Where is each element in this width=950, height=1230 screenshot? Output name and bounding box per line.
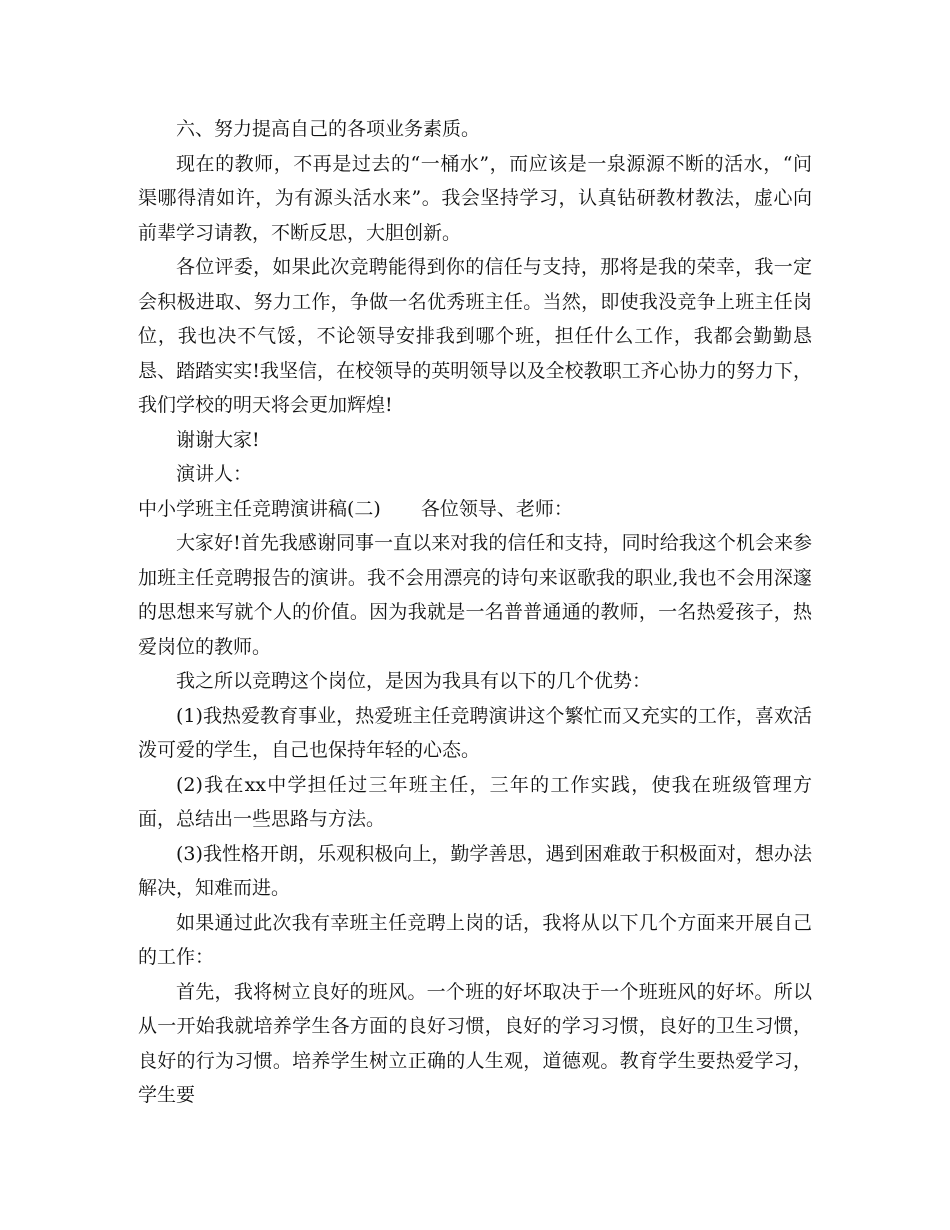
paragraph-opening-greeting: 大家好!首先我感谢同事一直以来对我的信任和支持，同时给我这个机会来参加班主任竞聘报告的演讲。我不会用漂亮的诗句来讴歌我的职业,我也不会用深邃的思想来写就个人的价值。因为我就是一名普普通通的教师，一名热爱孩子，热爱岗位的教师。 — [138, 532, 812, 658]
speaker-line: 演讲人： — [176, 463, 253, 485]
salutation: 各位领导、老师： — [420, 497, 573, 520]
paragraph-continuous-learning: 现在的教师，不再是过去的“一桶水”，而应该是一泉源源不断的活水，“问渠哪得清如许，为有源头活水来”。我会坚持学习，认真钻研教材教法，虚心向前辈学习请教，不断反思，大胆创新。 — [138, 152, 812, 244]
advantage-item-2: (2)我在xx中学担任过三年班主任，三年的工作实践，使我在班级管理方面，总结出一些思路与方法。 — [138, 773, 812, 830]
thanks-line: 谢谢大家! — [176, 428, 260, 451]
paragraph-closing-pledge: 各位评委，如果此次竞聘能得到你的信任与支持，那将是我的荣幸，我一定会积极进取、努力工作，争做一名优秀班主任。当然，即使我没竞争上班主任岗位，我也决不气馁，不论领导安排我到哪个班，担任什么工作，我都会勤勤恳恳、踏踏实实!我坚信，在校领导的英明领导以及全校教职工齐心协力的努力下，我们学校的明天将会更加辉煌! — [138, 256, 812, 416]
paragraph-advantages-intro: 我之所以竞聘这个岗位，是因为我具有以下的几个优势： — [176, 670, 652, 692]
advantage-item-1: (1)我热爱教育事业，热爱班主任竞聘演讲这个繁忙而又充实的工作，喜欢活泼可爱的学生，自己也保持年轻的心态。 — [138, 704, 812, 761]
document-body — [138, 112, 812, 1113]
second-speech-heading-line — [138, 492, 812, 527]
advantage-item-3: (3)我性格开朗，乐观积极向上，勤学善思，遇到困难敢于积极面对，想办法解决，知难而进。 — [138, 842, 812, 899]
second-speech-title: 中小学班主任竞聘演讲稿(二) — [138, 497, 381, 520]
section-heading-six: 六、努力提高自己的各项业务素质。 — [176, 118, 481, 140]
paragraph-class-style: 首先，我将树立良好的班风。一个班的好坏取决于一个班班风的好坏。所以从一开始我就培养学生各方面的良好习惯，良好的学习习惯，良好的卫生习惯，良好的行为习惯。培养学生树立正确的人生观，道德观。教育学生要热爱学习，学生要 — [138, 980, 812, 1106]
paragraph-work-plan-intro: 如果通过此次我有幸班主任竞聘上岗的话，我将从以下几个方面来开展自己的工作： — [138, 911, 812, 968]
